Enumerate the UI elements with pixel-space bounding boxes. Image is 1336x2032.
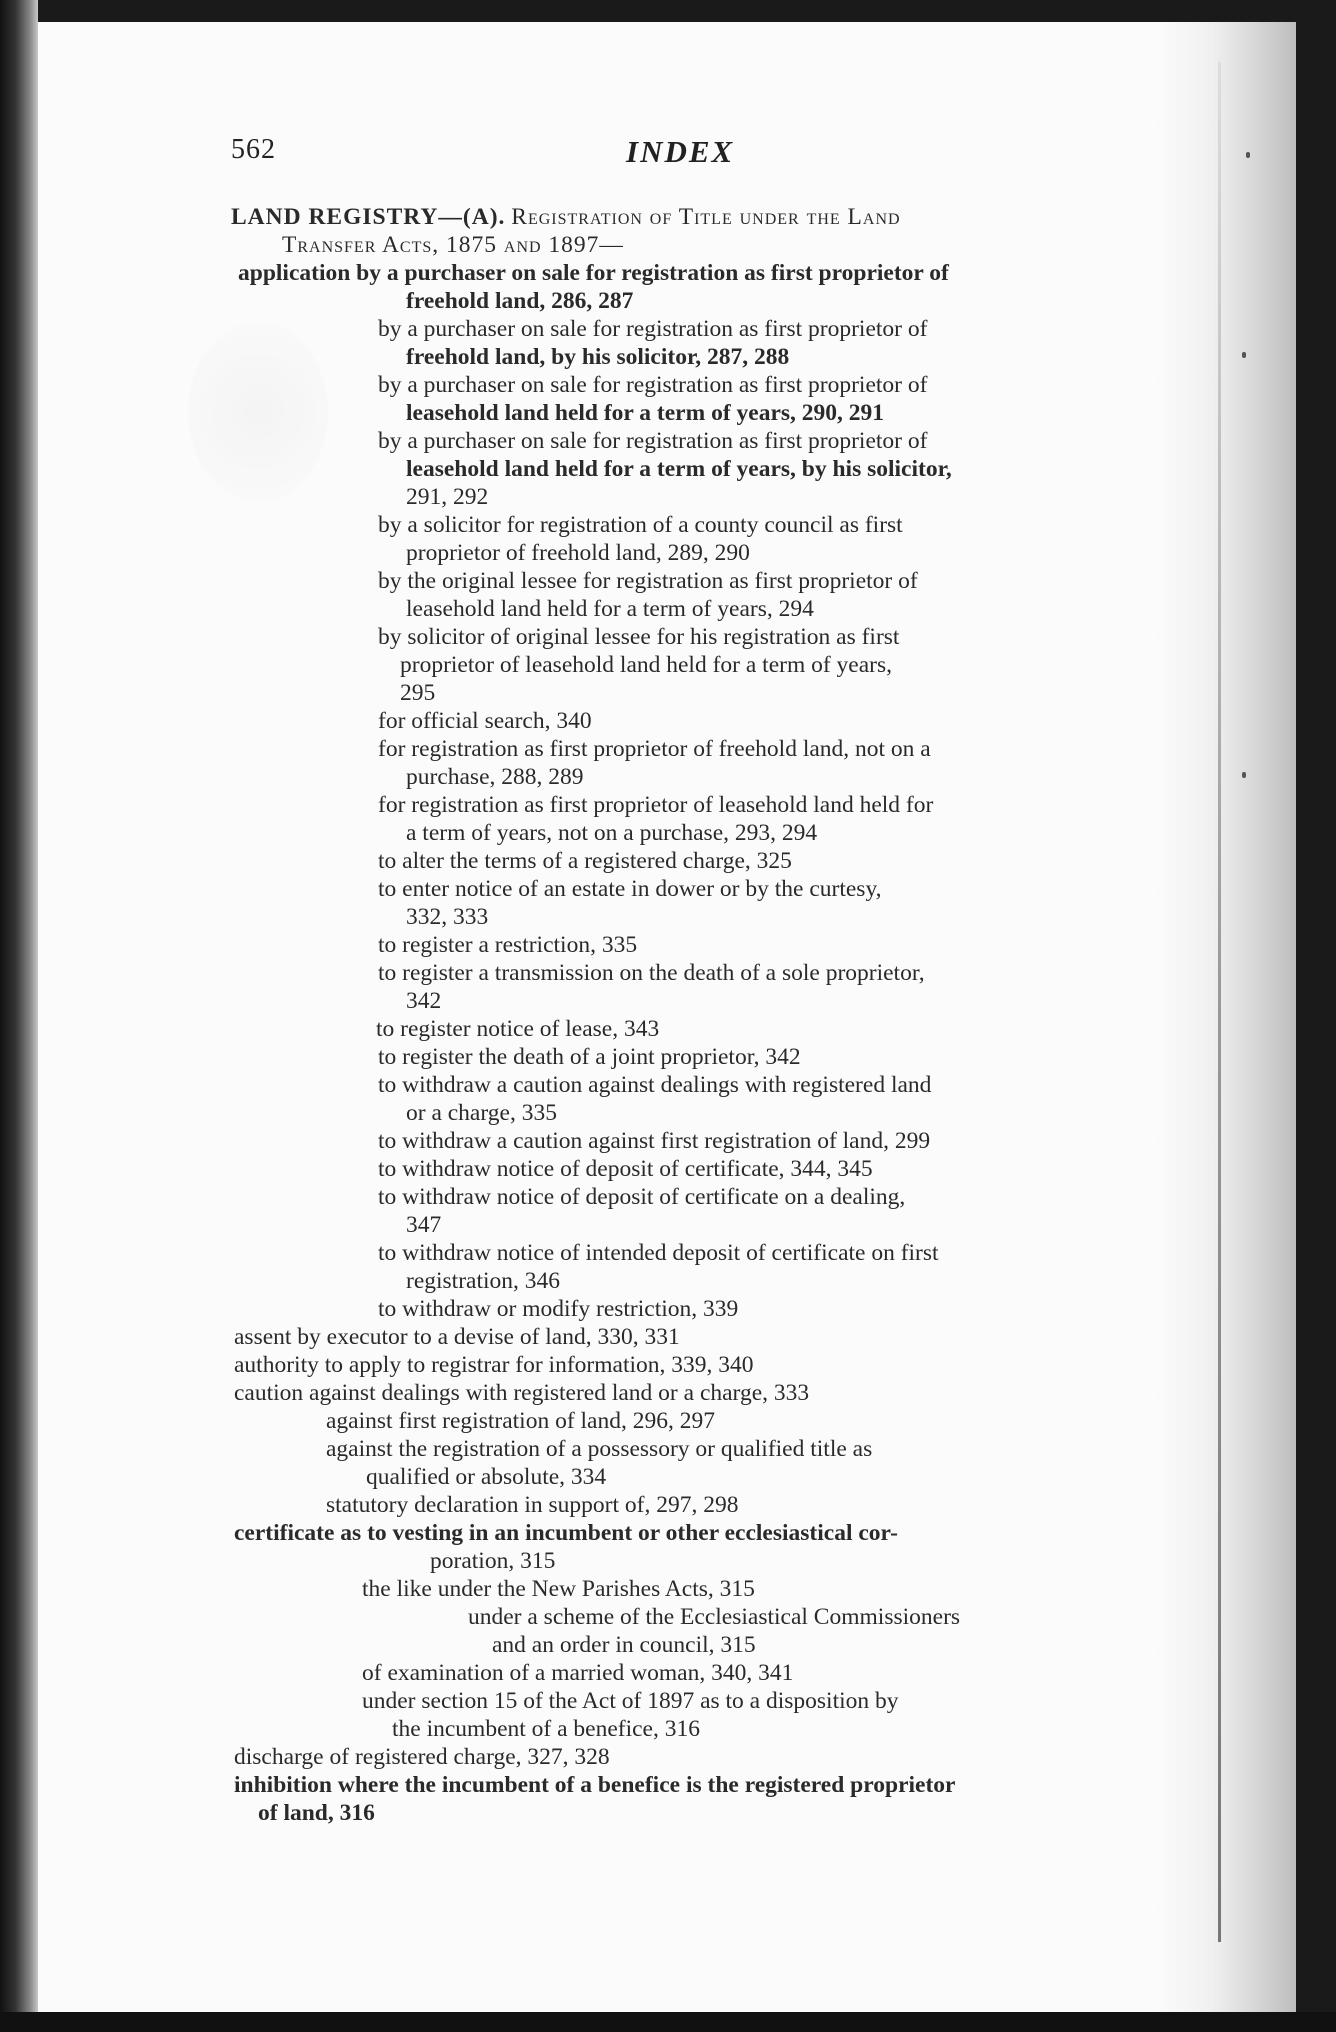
index-entry-line: or a charge, 335 xyxy=(406,1100,557,1126)
index-entry-line: by solicitor of original lessee for his registration as first xyxy=(378,624,900,650)
index-entry-line: inhibition where the incumbent of a benefice is the registered proprietor xyxy=(234,1772,956,1798)
scan-left-edge xyxy=(0,0,38,2032)
index-entry-line: to withdraw a caution against dealings with registered land xyxy=(378,1072,932,1098)
index-entry-line: against first registration of land, 296, 297 xyxy=(326,1408,715,1434)
paper-speck xyxy=(1246,152,1250,158)
index-entries xyxy=(231,203,1149,1827)
index-entry-line: to withdraw notice of deposit of certificate, 344, 345 xyxy=(378,1156,873,1182)
index-entry-line: to alter the terms of a registered charge, 325 xyxy=(378,848,792,874)
index-entry-line: authority to apply to registrar for information, 339, 340 xyxy=(234,1352,754,1378)
index-entry-line: assent by executor to a devise of land, 330, 331 xyxy=(234,1324,680,1350)
index-entry-line: proprietor of freehold land, 289, 290 xyxy=(406,540,750,566)
index-entry-line: to enter notice of an estate in dower or by the curtesy, xyxy=(378,876,882,902)
index-entry-line: certificate as to vesting in an incumbent or other ecclesiastical cor- xyxy=(234,1520,898,1546)
index-entry-line: of examination of a married woman, 340, 341 xyxy=(362,1660,794,1686)
index-entry-line: for registration as first proprietor of leasehold land held for xyxy=(378,792,934,818)
index-entry-line: the incumbent of a benefice, 316 xyxy=(392,1716,700,1742)
index-entry-line: qualified or absolute, 334 xyxy=(366,1464,607,1490)
index-entry-line: by a solicitor for registration of a county council as first xyxy=(378,512,903,538)
running-title: INDEX xyxy=(626,134,735,169)
index-entry-line: purchase, 288, 289 xyxy=(406,764,584,790)
index-entry-line: a term of years, not on a purchase, 293, 294 xyxy=(406,820,818,846)
index-entry-line: to register notice of lease, 343 xyxy=(376,1016,660,1042)
index-heading xyxy=(231,203,1149,231)
index-entry-line: freehold land, 286, 287 xyxy=(406,288,634,314)
index-entry-line: for registration as first proprietor of freehold land, not on a xyxy=(378,736,931,762)
index-entry-line: to register a restriction, 335 xyxy=(378,932,638,958)
index-entry-line: statutory declaration in support of, 297, 298 xyxy=(326,1492,739,1518)
page-right-edge xyxy=(1156,22,1296,2012)
index-entry-lines xyxy=(231,259,1149,1827)
index-entry-line: registration, 346 xyxy=(406,1268,561,1294)
index-entry-line: 347 xyxy=(406,1212,442,1238)
index-entry-line: against the registration of a possessory or qualified title as xyxy=(326,1436,873,1462)
index-entry-line: to withdraw notice of intended deposit of certificate on first xyxy=(378,1240,939,1266)
index-entry-line: for official search, 340 xyxy=(378,708,592,734)
heading-subtitle-line1: Registration of Title under the Land xyxy=(511,204,901,230)
index-entry-line: leasehold land held for a term of years, 290, 291 xyxy=(406,400,885,426)
index-entry-line: of land, 316 xyxy=(258,1800,375,1826)
index-entry-line: by a purchaser on sale for registration as first proprietor of xyxy=(378,372,928,398)
index-entry-line: to register a transmission on the death of a sole proprietor, xyxy=(378,960,925,986)
index-entry-line: the like under the New Parishes Acts, 315 xyxy=(362,1576,755,1602)
index-entry-line: to withdraw a caution against first registration of land, 299 xyxy=(378,1128,931,1154)
paper-speck xyxy=(1242,772,1246,778)
index-entry-line: discharge of registered charge, 327, 328 xyxy=(234,1744,610,1770)
index-heading-continued xyxy=(231,231,1149,259)
index-entry-line: by a purchaser on sale for registration as first proprietor of xyxy=(378,316,928,342)
index-entry-line: application by a purchaser on sale for registration as first proprietor of xyxy=(238,260,949,286)
index-entry-line: and an order in council, 315 xyxy=(492,1632,756,1658)
index-entry-line: 295 xyxy=(400,680,436,706)
index-entry-line: proprietor of leasehold land held for a term of years, xyxy=(400,652,893,678)
index-entry-line: leasehold land held for a term of years, 294 xyxy=(406,596,814,622)
index-entry-line: by the original lessee for registration as first proprietor of xyxy=(378,568,918,594)
page-number: 562 xyxy=(231,134,276,165)
index-entry-line: 342 xyxy=(406,988,442,1014)
page-header xyxy=(231,134,1146,174)
heading-main: LAND REGISTRY—(A). xyxy=(231,204,506,230)
index-entry-line: under section 15 of the Act of 1897 as to a disposition by xyxy=(362,1688,899,1714)
page-fold-line xyxy=(1218,62,1221,1942)
index-entry-line: to withdraw notice of deposit of certificate on a dealing, xyxy=(378,1184,906,1210)
scan-bottom-edge xyxy=(0,2012,1336,2032)
heading-subtitle-line2: Transfer Acts, 1875 and 1897— xyxy=(282,232,624,258)
index-entry-line: leasehold land held for a term of years, by his solicitor, xyxy=(406,456,952,482)
index-entry-line: 291, 292 xyxy=(406,484,489,510)
book-page xyxy=(38,22,1296,2012)
paper-speck xyxy=(1242,352,1246,358)
index-entry-line: 332, 333 xyxy=(406,904,489,930)
index-entry-line: by a purchaser on sale for registration as first proprietor of xyxy=(378,428,928,454)
index-entry-line: poration, 315 xyxy=(430,1548,556,1574)
index-entry-line: freehold land, by his solicitor, 287, 288 xyxy=(406,344,790,370)
index-entry-line: to register the death of a joint proprietor, 342 xyxy=(378,1044,801,1070)
index-entry-line: under a scheme of the Ecclesiastical Commissioners xyxy=(468,1604,961,1630)
index-entry-line: caution against dealings with registered land or a charge, 333 xyxy=(234,1380,810,1406)
index-entry-line: to withdraw or modify restriction, 339 xyxy=(378,1296,739,1322)
